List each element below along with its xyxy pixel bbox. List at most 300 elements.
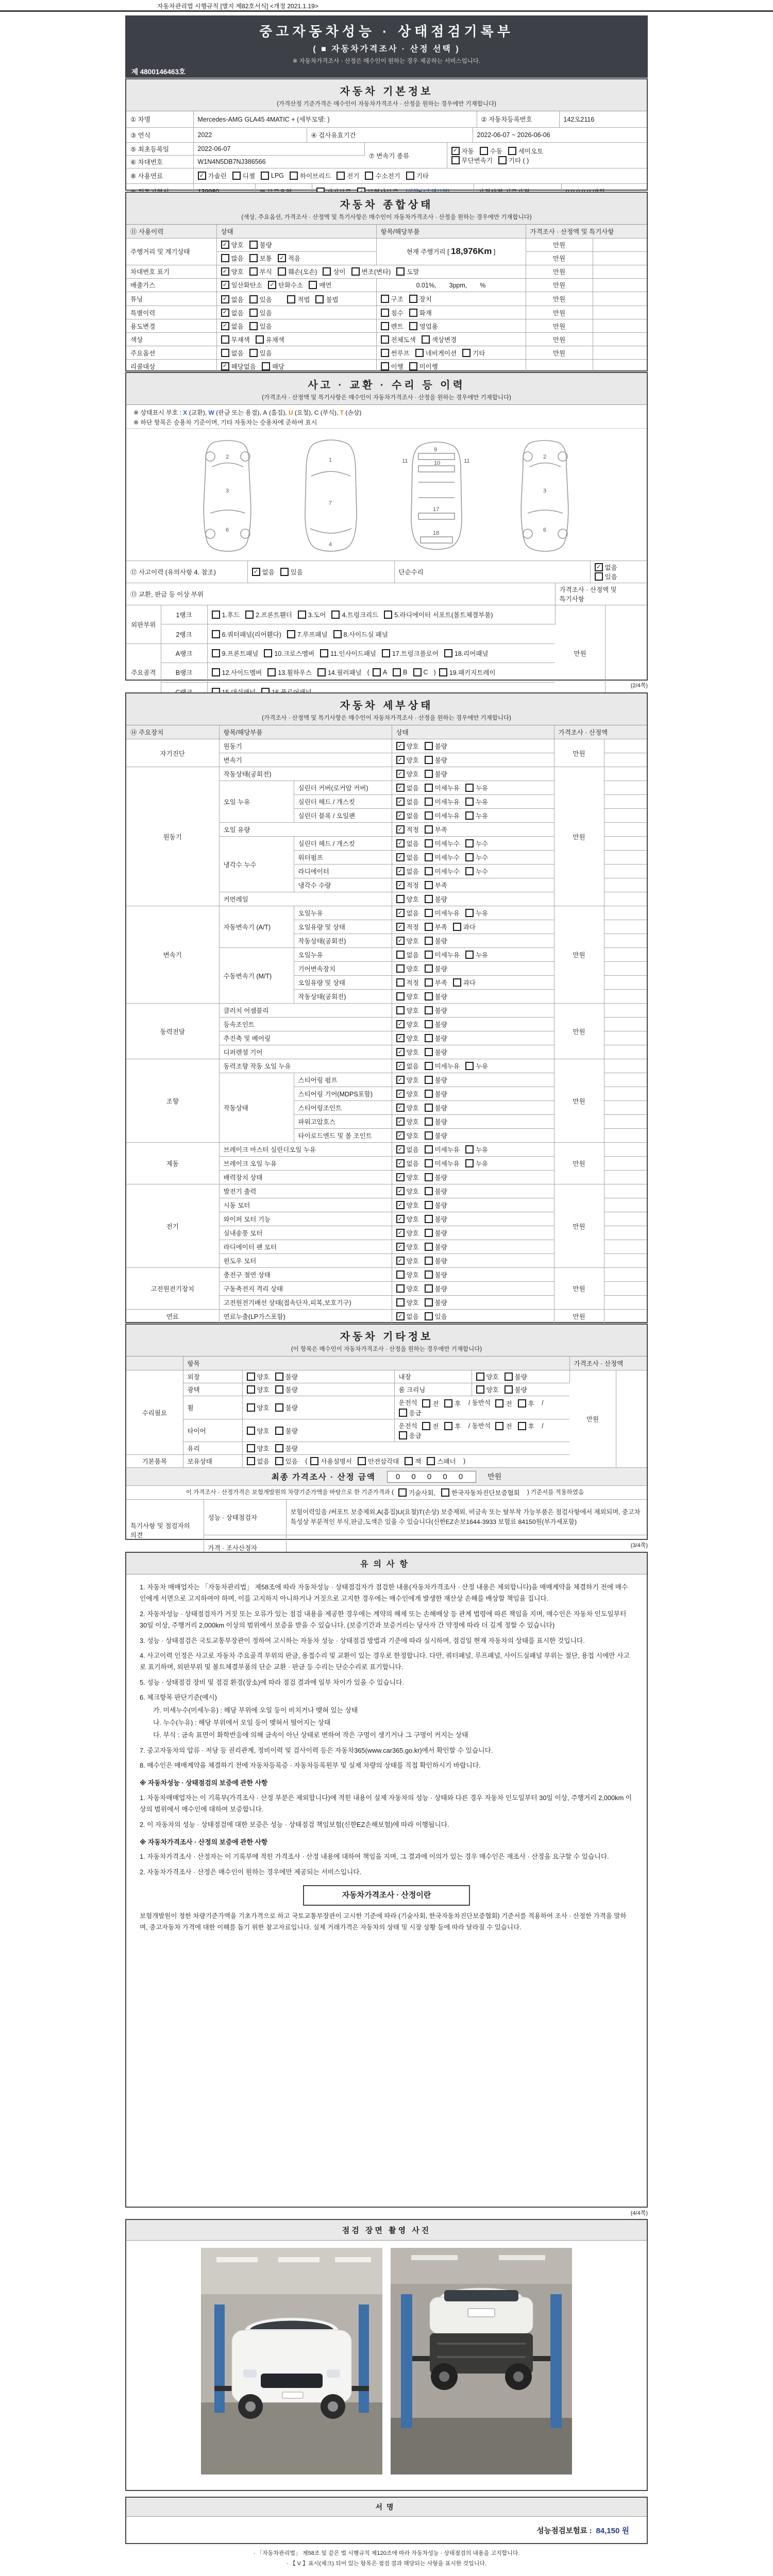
checkbox-양호[interactable] xyxy=(396,1200,419,1210)
checkbox-누유[interactable] xyxy=(465,1061,488,1071)
note-cell xyxy=(604,837,647,851)
checkbox-양호[interactable] xyxy=(396,741,419,751)
checkbox-누유[interactable] xyxy=(465,811,488,820)
checkbox-스패너[interactable] xyxy=(427,1456,456,1466)
checkbox-label: 없음 xyxy=(406,1063,419,1070)
checkbox-불량[interactable] xyxy=(425,936,447,945)
checkbox-label: 렌트 xyxy=(391,323,404,330)
note-cell xyxy=(593,360,647,372)
notice-item: 가. 미세누수(미세누유) : 해당 부위에 오일 등이 비치거나 맺혀 있는 상태 xyxy=(153,1706,358,1714)
car-diagram-front xyxy=(298,436,364,555)
checkbox-전[interactable] xyxy=(495,1421,512,1431)
checkbox-불량[interactable] xyxy=(425,1020,447,1029)
checkbox-불량[interactable] xyxy=(425,1270,447,1279)
checkbox-일산화탄소[interactable] xyxy=(221,280,262,290)
checkbox-없음[interactable] xyxy=(595,563,617,572)
checkbox-불량[interactable] xyxy=(425,1103,447,1112)
checkbox-양호[interactable] xyxy=(396,1270,419,1279)
checkbox-13.휠하우스[interactable] xyxy=(267,668,312,677)
note-cell xyxy=(604,1115,647,1129)
checkbox-양호[interactable] xyxy=(247,1372,270,1381)
checkbox-label: 과다 xyxy=(463,979,476,987)
checkbox-7.루프패널[interactable] xyxy=(287,630,328,639)
checkbox-불량[interactable] xyxy=(425,1033,447,1043)
checkbox-양호[interactable] xyxy=(396,1242,419,1251)
unchecked-box-icon xyxy=(381,322,389,330)
checkbox-있음[interactable] xyxy=(249,348,272,358)
notice-item: 1. 자동차 매매업자는 「자동차관리법」 제58조에 따라 자동차성능 · 상태점검자가 점검한 내용(자동차가격조사 · 산정 내용은 제외합니다)을 매매계약을 체결하기 전에 매수인에게 서면으로 고지하여야 하며, 이를 고지하지 아니하거나 거짓으로 고지한 경우에는 매수인에게 발생한 재산상 손해를 배상할 책임을 집니다. xyxy=(140,1583,628,1603)
checkbox-label: 불량 xyxy=(434,743,447,750)
fee-value: 84,150 원 xyxy=(596,2526,629,2535)
checkbox-label: 양호 xyxy=(406,1285,419,1293)
checkbox-침수[interactable] xyxy=(381,308,404,317)
checkbox-12.사이드멤버[interactable] xyxy=(212,668,262,677)
basic-row-3 xyxy=(126,143,647,168)
unchecked-box-icon xyxy=(595,572,603,581)
checkbox-없음[interactable] xyxy=(252,567,275,577)
checkbox-양호[interactable] xyxy=(396,1117,419,1126)
checkbox-불량[interactable] xyxy=(425,992,447,1001)
checkbox-불량[interactable] xyxy=(505,1385,527,1394)
checkbox-불량[interactable] xyxy=(505,1372,527,1381)
checkbox-상이[interactable] xyxy=(323,267,345,276)
checkbox-있음[interactable] xyxy=(425,1312,447,1321)
checkbox-미세누유[interactable] xyxy=(425,950,460,959)
checkbox-불법[interactable] xyxy=(315,295,338,304)
checkbox-C[interactable] xyxy=(413,668,428,676)
checkbox-불량[interactable] xyxy=(425,1131,447,1140)
unchecked-box-icon xyxy=(249,309,258,317)
checkbox-label: 누유 xyxy=(475,1160,489,1167)
checkbox-없음[interactable] xyxy=(396,1312,419,1321)
checkbox-19.패키지트레이[interactable] xyxy=(439,668,496,677)
overall-header xyxy=(126,193,647,225)
checkbox-미세누유[interactable] xyxy=(425,797,460,806)
note-cell xyxy=(604,809,647,823)
checkbox-없음[interactable] xyxy=(396,908,419,918)
price-survey-option: ( ■ 자동차가격조사 · 산정 선택 ) xyxy=(313,45,460,54)
checkbox-없음[interactable] xyxy=(396,853,419,862)
checkbox-썬루프[interactable] xyxy=(381,348,410,358)
unchecked-box-icon xyxy=(373,668,381,676)
item-cell: 라디에이터 팬 모터 xyxy=(219,1240,392,1254)
checkbox-없음[interactable] xyxy=(221,348,244,358)
checkbox-전[interactable] xyxy=(422,1421,439,1431)
document-title: 중고자동차성능 · 상태점검기록부 xyxy=(259,24,514,39)
checkbox-label: 불량 xyxy=(434,1188,447,1195)
checkbox-유채색[interactable] xyxy=(256,335,284,344)
price-cell: 만원 xyxy=(526,319,593,333)
checkbox-있음[interactable] xyxy=(280,567,303,577)
checkbox-없음[interactable] xyxy=(396,1159,419,1168)
checkbox-label: 기술사회, xyxy=(409,1489,435,1497)
checkbox-미세누유[interactable] xyxy=(425,1061,460,1071)
checkbox-양호[interactable] xyxy=(396,992,419,1001)
section-detail-condition xyxy=(125,692,648,1323)
svg-text:2: 2 xyxy=(226,454,229,461)
checkbox-후[interactable] xyxy=(518,1421,534,1431)
checkbox-label: 적정 xyxy=(406,826,419,834)
checkbox-전기[interactable] xyxy=(337,171,359,180)
checkbox-과다[interactable] xyxy=(453,922,476,931)
checkbox-미세누유[interactable] xyxy=(425,908,460,918)
checkbox-label: 4.트렁크리드 xyxy=(342,612,379,619)
checkbox-label: 불량 xyxy=(514,1386,527,1394)
item-cell: 실린더 커버(로커암 커버) xyxy=(294,781,392,795)
checkbox-누수[interactable] xyxy=(465,867,488,876)
checkbox-적법[interactable] xyxy=(287,295,310,304)
checkbox-불량[interactable] xyxy=(425,769,447,778)
checkbox-안전삼각대[interactable] xyxy=(358,1456,399,1466)
checkbox-6.쿼터패널(리어휀다)[interactable] xyxy=(212,630,281,639)
checkbox-미세누유[interactable] xyxy=(425,783,460,792)
checkbox-양호[interactable] xyxy=(221,267,244,276)
checkbox-양호[interactable] xyxy=(221,240,244,249)
checkbox-기술사회,[interactable] xyxy=(398,1488,435,1497)
checkbox-양호[interactable] xyxy=(476,1385,499,1394)
checkbox-label: 누수 xyxy=(475,854,489,861)
item-cell: 등속조인트 xyxy=(219,1018,392,1031)
checkbox-label: 양호 xyxy=(406,1216,419,1223)
item-cell: 고전원전기배선 상태(접속단자,피복,보호기구) xyxy=(219,1296,392,1310)
state-code-line xyxy=(133,408,640,418)
checkbox-있음[interactable] xyxy=(249,308,272,317)
checkbox-없음[interactable] xyxy=(396,839,419,848)
checkbox-불량[interactable] xyxy=(425,1117,447,1126)
checkbox-후[interactable] xyxy=(518,1399,534,1408)
checkbox-있음[interactable] xyxy=(595,572,617,581)
checkbox-누수[interactable] xyxy=(465,839,488,848)
unchecked-box-icon xyxy=(425,909,433,917)
checkbox-A[interactable] xyxy=(373,668,387,676)
checkbox-label: 없음 xyxy=(406,1313,419,1320)
checked-box-icon: ✓ xyxy=(396,1104,405,1112)
note-cell xyxy=(593,333,647,346)
checkbox-label: C xyxy=(423,669,428,676)
unchecked-box-icon xyxy=(425,1257,433,1265)
checkbox-후[interactable] xyxy=(444,1399,461,1408)
main-option-checks xyxy=(216,346,376,360)
state-checks-cell xyxy=(392,1240,554,1254)
checkbox-미세누유[interactable] xyxy=(425,1145,460,1154)
checkbox-양호[interactable] xyxy=(396,1173,419,1182)
checkbox-적음[interactable] xyxy=(278,253,300,263)
checkbox-불량[interactable] xyxy=(425,1006,447,1015)
checkbox-양호[interactable] xyxy=(396,1020,419,1029)
checkbox-한국자동차진단보증협회[interactable] xyxy=(441,1488,520,1497)
checkbox-양호[interactable] xyxy=(247,1444,270,1453)
checkbox-불량[interactable] xyxy=(425,1075,447,1084)
checkbox-불량[interactable] xyxy=(275,1372,298,1381)
section-overall-condition xyxy=(125,192,648,371)
checkbox-label: 불량 xyxy=(434,771,447,778)
unchecked-box-icon xyxy=(413,668,422,676)
checkbox-미세누수[interactable] xyxy=(425,839,460,848)
checkbox-화재[interactable] xyxy=(409,308,432,317)
glass-checks xyxy=(242,1442,569,1455)
checkbox-미이행[interactable] xyxy=(409,362,438,371)
checkbox-누유[interactable] xyxy=(465,1145,488,1154)
checkbox-양호[interactable] xyxy=(396,1256,419,1265)
transmission-checks-line2 xyxy=(451,156,643,165)
checkbox-누유[interactable] xyxy=(465,797,488,806)
checkbox-적정[interactable] xyxy=(396,880,419,890)
checkbox-label: 누유 xyxy=(475,1063,489,1070)
checkbox-하이브리드[interactable] xyxy=(290,171,331,180)
checkbox-무단변속기[interactable] xyxy=(451,156,493,165)
checkbox-label: 적정 xyxy=(406,924,419,931)
unchecked-box-icon xyxy=(465,811,474,820)
unchecked-box-icon xyxy=(212,668,220,676)
checkbox-label: 양호 xyxy=(257,1386,270,1394)
state-checks-cell xyxy=(392,934,554,948)
checkbox-기타[interactable] xyxy=(462,348,485,358)
checkbox-부식[interactable] xyxy=(249,267,272,276)
checkbox-누유[interactable] xyxy=(465,783,488,792)
checkbox-양호[interactable] xyxy=(396,769,419,778)
checkbox-불량[interactable] xyxy=(425,1214,447,1224)
polish-label: 광택 xyxy=(183,1383,242,1396)
checkbox-구조[interactable] xyxy=(381,294,404,303)
unchecked-box-icon xyxy=(290,172,298,180)
checkbox-양호[interactable] xyxy=(396,936,419,945)
checkbox-불량[interactable] xyxy=(275,1444,298,1453)
checkbox-불량[interactable] xyxy=(425,964,447,973)
checkbox-양호[interactable] xyxy=(247,1385,270,1394)
item-cell: 실내송풍 모터 xyxy=(219,1226,392,1240)
checkbox-label: 불량 xyxy=(434,938,447,945)
checkbox-적정[interactable] xyxy=(396,922,419,931)
checkbox-양호[interactable] xyxy=(396,1214,419,1224)
checkbox-양호[interactable] xyxy=(396,964,419,973)
checkbox-4.트렁크리드[interactable] xyxy=(331,610,378,619)
unchecked-box-icon xyxy=(465,784,474,792)
checkbox-색상변경[interactable] xyxy=(422,335,457,344)
checkbox-후[interactable] xyxy=(444,1421,461,1431)
checkbox-해당[interactable] xyxy=(262,362,284,371)
checkbox-양호[interactable] xyxy=(396,1047,419,1057)
checkbox-양호[interactable] xyxy=(396,1284,419,1293)
checkbox-있음[interactable] xyxy=(249,321,272,331)
car-diagram-underbody xyxy=(398,436,475,555)
checkbox-양호[interactable] xyxy=(476,1372,499,1381)
checkbox-기타 ( )[interactable] xyxy=(498,156,529,165)
checkbox-불량[interactable] xyxy=(425,894,447,904)
checkbox-응급[interactable] xyxy=(399,1431,422,1440)
checkbox-양호[interactable] xyxy=(396,1075,419,1084)
checkbox-불량[interactable] xyxy=(275,1426,298,1435)
unchecked-box-icon xyxy=(249,295,258,303)
checkbox-자동[interactable] xyxy=(451,146,474,156)
checkbox-양호[interactable] xyxy=(396,1187,419,1196)
checkbox-없음[interactable] xyxy=(396,867,419,876)
checkbox-불량[interactable] xyxy=(275,1403,298,1412)
checkbox-렌트[interactable] xyxy=(381,321,404,331)
note-cell xyxy=(604,1045,647,1059)
checkbox-수동[interactable] xyxy=(480,146,502,156)
checkbox-없음[interactable] xyxy=(221,321,244,331)
checkbox-세미오토[interactable] xyxy=(508,146,543,156)
checkbox-label: 18.리어패널 xyxy=(454,650,489,657)
unchecked-box-icon xyxy=(476,1372,484,1381)
state-checks-cell xyxy=(392,1254,554,1268)
checkbox-없음[interactable] xyxy=(396,950,419,959)
checkbox-적정[interactable] xyxy=(396,825,419,834)
checkbox-해당없음[interactable] xyxy=(221,362,256,371)
checkbox-부족[interactable] xyxy=(425,978,447,987)
checkbox-영업용[interactable] xyxy=(409,321,438,331)
checkbox-17.트렁크플로어[interactable] xyxy=(382,649,439,658)
checkbox-9.프론트패널[interactable] xyxy=(212,649,259,658)
checkbox-부족[interactable] xyxy=(425,880,447,890)
checkbox-불량[interactable] xyxy=(425,741,447,751)
checkbox-label: 불량 xyxy=(285,1427,298,1435)
checkbox-양호[interactable] xyxy=(396,1228,419,1238)
checkbox-누유[interactable] xyxy=(465,950,488,959)
checkbox-미세누수[interactable] xyxy=(425,853,460,862)
checkbox-잭[interactable] xyxy=(405,1456,421,1466)
checkbox-양호[interactable] xyxy=(396,1089,419,1098)
checkbox-없음[interactable] xyxy=(396,1061,419,1071)
checked-box-icon: ✓ xyxy=(268,281,276,289)
checkbox-B[interactable] xyxy=(393,668,407,676)
checkbox-양호[interactable] xyxy=(396,1103,419,1112)
checkbox-3.도어[interactable] xyxy=(298,610,326,619)
checkbox-전[interactable] xyxy=(495,1399,512,1408)
checkbox-있음[interactable] xyxy=(249,295,272,304)
checkbox-양호[interactable] xyxy=(247,1426,270,1435)
checkbox-LPG[interactable] xyxy=(261,172,284,180)
checkbox-없음[interactable] xyxy=(221,308,244,317)
checkbox-도말[interactable] xyxy=(396,267,419,276)
checkbox-부족[interactable] xyxy=(425,825,447,834)
checked-box-icon: ✓ xyxy=(221,309,229,317)
checkbox-10.크로스멤버[interactable] xyxy=(264,649,314,658)
checkbox-변조(변타)[interactable] xyxy=(351,267,391,276)
device-cell: 동력전달 xyxy=(126,1004,219,1059)
checkbox-불량[interactable] xyxy=(425,1298,447,1307)
checkbox-없음[interactable] xyxy=(221,295,244,304)
checkbox-양호[interactable] xyxy=(247,1403,270,1412)
checkbox-불량[interactable] xyxy=(425,755,447,765)
checkbox-불량[interactable] xyxy=(425,1256,447,1265)
checkbox-적정[interactable] xyxy=(396,978,419,987)
checkbox-양호[interactable] xyxy=(396,755,419,765)
checkbox-탄화수소[interactable] xyxy=(268,280,303,290)
checkbox-불량[interactable] xyxy=(425,1242,447,1251)
unchecked-box-icon xyxy=(333,630,342,638)
state-checks-cell xyxy=(392,1296,554,1310)
checkbox-미세누유[interactable] xyxy=(425,811,460,820)
checkbox-응급[interactable] xyxy=(399,1408,422,1417)
unchecked-box-icon xyxy=(425,1284,433,1293)
checkbox-14.필러패널[interactable] xyxy=(317,668,362,677)
checkbox-불량[interactable] xyxy=(425,1089,447,1098)
checkbox-전체도색[interactable] xyxy=(381,335,416,344)
wheel-label: 휠 xyxy=(183,1396,242,1419)
item-cell: 충전구 절연 상태 xyxy=(219,1268,392,1282)
checkbox-양호[interactable] xyxy=(396,1033,419,1043)
checkbox-없음[interactable] xyxy=(396,783,419,792)
checkbox-불량[interactable] xyxy=(425,1200,447,1210)
checkbox-label: 있음 xyxy=(434,1313,447,1320)
unchecked-box-icon xyxy=(425,1090,433,1098)
checkbox-불량[interactable] xyxy=(249,240,272,249)
notice-item: 다. 부식 : 금속 표면이 화학반응에 의해 금속이 아닌 상태로 변하여 작은 구멍이 생기거나 그 구멍이 커지는 상태 xyxy=(153,1731,468,1739)
checkbox-18.리어패널[interactable] xyxy=(444,649,489,658)
checkbox-양호[interactable] xyxy=(396,1006,419,1015)
section-basic-info xyxy=(125,78,648,191)
checkbox-불량[interactable] xyxy=(425,1047,447,1057)
checkbox-11.인사이드패널[interactable] xyxy=(320,649,376,658)
checkbox-있음[interactable] xyxy=(275,1456,298,1466)
detail-col-item: 항목/해당부품 xyxy=(219,725,392,739)
checkbox-누수[interactable] xyxy=(465,853,488,862)
checked-box-icon: ✓ xyxy=(198,172,206,180)
checkbox-과다[interactable] xyxy=(453,978,476,987)
unchecked-box-icon xyxy=(425,1229,433,1237)
checkbox-많음[interactable] xyxy=(221,253,244,263)
state-checks-cell xyxy=(392,1031,554,1045)
checkbox-이행[interactable] xyxy=(381,362,404,371)
checkbox-기타[interactable] xyxy=(406,171,429,180)
checkbox-5.라디에이터 서포트(볼트체결부품)[interactable] xyxy=(384,610,493,619)
checkbox-누유[interactable] xyxy=(465,908,488,918)
checkbox-누유[interactable] xyxy=(465,1159,488,1168)
checkbox-불량[interactable] xyxy=(425,1187,447,1196)
unchecked-box-icon xyxy=(453,978,461,987)
checkbox-없음[interactable] xyxy=(247,1456,270,1466)
unchecked-box-icon xyxy=(409,362,417,370)
checkbox-미세누수[interactable] xyxy=(425,867,460,876)
checkbox-수소전기[interactable] xyxy=(365,171,400,180)
unchecked-box-icon xyxy=(267,668,276,676)
checkbox-사용설명서[interactable] xyxy=(310,1456,351,1466)
checkbox-장치[interactable] xyxy=(409,294,432,303)
checked-box-icon: ✓ xyxy=(396,1201,405,1209)
checkbox-없음[interactable] xyxy=(396,797,419,806)
checked-box-icon: ✓ xyxy=(396,1243,405,1251)
checkbox-양호[interactable] xyxy=(396,1131,419,1140)
checkbox-미세누유[interactable] xyxy=(425,1159,460,1168)
checkbox-없음[interactable] xyxy=(396,811,419,820)
checkbox-불량[interactable] xyxy=(425,1228,447,1238)
checkbox-불량[interactable] xyxy=(275,1385,298,1394)
usage-change-item-checks xyxy=(376,319,526,333)
checkbox-양호[interactable] xyxy=(396,1298,419,1307)
basic-row-2 xyxy=(126,128,647,143)
simple-repair-checks xyxy=(590,561,647,583)
checkbox-디젤[interactable] xyxy=(232,171,255,180)
checkbox-없음[interactable] xyxy=(396,1145,419,1154)
unchecked-box-icon xyxy=(396,895,405,903)
checkbox-부족[interactable] xyxy=(425,922,447,931)
svg-text:7: 7 xyxy=(329,500,332,507)
checkbox-불량[interactable] xyxy=(425,1173,447,1182)
checkbox-전[interactable] xyxy=(422,1399,439,1408)
checkbox-2.프론트휀더[interactable] xyxy=(245,610,292,619)
checkbox-네비게이션[interactable] xyxy=(415,348,457,358)
checkbox-가솔린[interactable] xyxy=(198,171,227,180)
checkbox-무채색[interactable] xyxy=(221,335,250,344)
checkbox-1.후드[interactable] xyxy=(212,610,240,619)
checkbox-훼손(오손)[interactable] xyxy=(278,267,317,276)
checkbox-불량[interactable] xyxy=(425,1284,447,1293)
checkbox-보통[interactable] xyxy=(249,253,272,263)
checkbox-양호[interactable] xyxy=(396,894,419,904)
checkbox-매연[interactable] xyxy=(309,280,331,290)
checkbox-8.사이드실 패널[interactable] xyxy=(333,630,388,639)
